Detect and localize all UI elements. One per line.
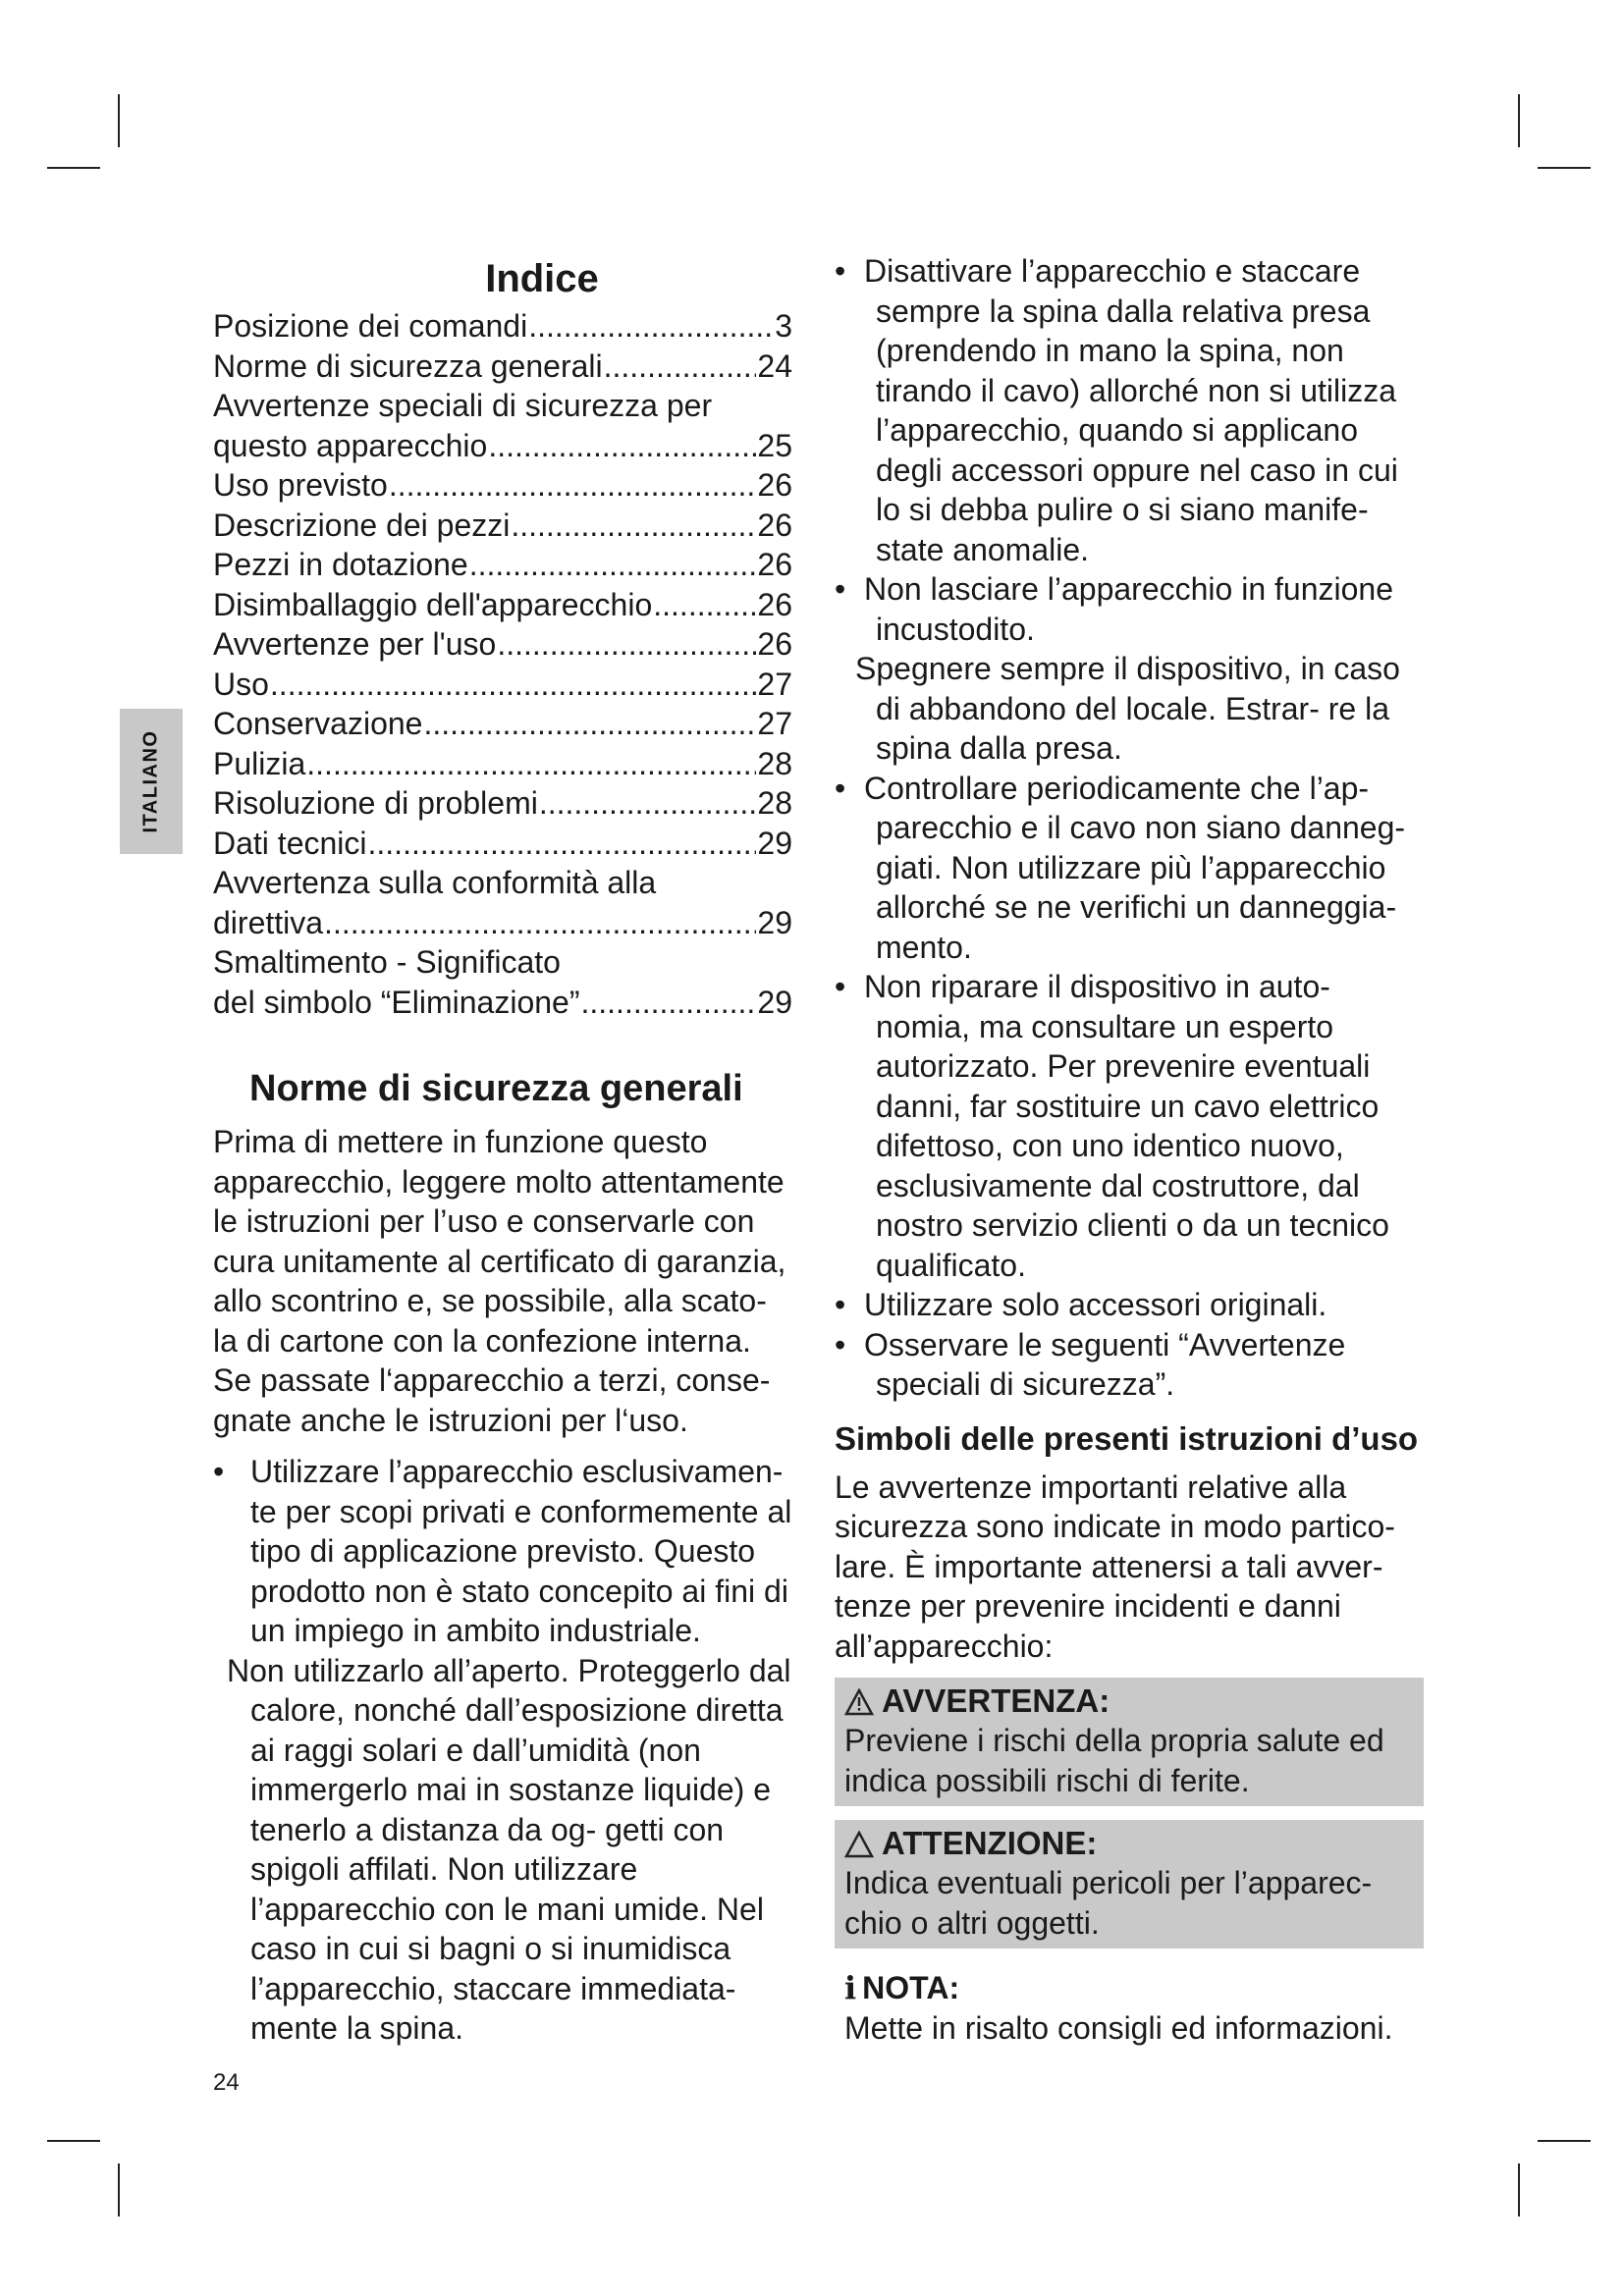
warning-box (835, 1678, 1424, 1806)
toc-leader-dots (539, 783, 757, 824)
safety-intro: Prima di mettere in funzione questo apparecchio, leggere molto attentamente le istruzioni per l’uso e conservarle con cura unitamente al certificato di garanzia, allo scontrino e, se possibile, alla scato- la di cartone con la confezione interna. Se passate l‘apparecchio a terzi, conse- gnate anche le istruzioni per l‘uso. (213, 1124, 786, 1438)
bullet-icon: • (835, 253, 846, 289)
bullet-text: Utilizzare solo accessori originali. (864, 1287, 1327, 1322)
toc-leader-dots (497, 624, 756, 665)
toc-item (213, 903, 792, 943)
toc-leader-dots (324, 903, 756, 943)
toc-item-title: direttiva (213, 904, 324, 940)
toc-item (213, 983, 792, 1023)
toc-leader-dots (306, 744, 756, 784)
toc-item-page: 26 (757, 626, 792, 662)
language-tab (120, 709, 183, 854)
right-column (835, 251, 1424, 2048)
toc-item (213, 665, 792, 705)
toc-leader-dots (511, 506, 756, 546)
toc-leader-dots (423, 704, 756, 744)
symbols-intro: Le avvertenze importanti relative alla sicurezza sono indicate in modo partico- lare. È importante attenersi a tali avver- tenze per prevenire incidenti e danni all’apparecchio: (835, 1468, 1395, 1664)
table-of-contents (213, 306, 792, 1022)
note-title: NOTA: (862, 1970, 960, 2005)
toc-item-page: 28 (757, 745, 792, 781)
toc-item-page: 26 (757, 467, 792, 503)
toc-item-title: questo apparecchio (213, 427, 488, 463)
toc-item-page: 28 (757, 785, 792, 821)
warning-title: AVVERTENZA: (882, 1682, 1110, 1719)
toc-item-page: 27 (757, 666, 792, 702)
toc-leader-dots (389, 465, 757, 506)
toc-item-title: del simbolo “Eliminazione” (213, 984, 580, 1020)
toc-item (213, 824, 792, 864)
toc-item-page: 26 (757, 507, 792, 543)
list-item (835, 1325, 1424, 1405)
toc-item-page: 24 (757, 347, 792, 384)
toc-leader-dots (368, 824, 757, 864)
section-title: Norme di sicurezza generali (249, 1068, 743, 1109)
toc-item-title: Uso (213, 666, 269, 702)
toc-item-page: 27 (757, 706, 792, 741)
toc-leader-dots (580, 983, 756, 1023)
toc-item-line: Avvertenza sulla conformità alla (213, 865, 657, 900)
toc-item-page: 29 (757, 904, 792, 940)
toc-item (213, 704, 792, 744)
toc-title: Indice (485, 257, 599, 300)
toc-item-title: Risoluzione di problemi (213, 785, 538, 821)
toc-item-page: 26 (757, 586, 792, 622)
toc-item (213, 545, 792, 585)
toc-item-page: 3 (775, 308, 792, 344)
note-text: Mette in risalto consigli ed informazioni. (844, 2009, 1393, 2046)
toc-item-title: Descrizione dei pezzi (213, 507, 511, 543)
toc-leader-dots (488, 426, 756, 466)
list-item (835, 569, 1424, 649)
toc-item-page: 29 (757, 825, 792, 861)
toc-item-title: Dati tecnici (213, 825, 367, 861)
toc-leader-dots (528, 306, 774, 347)
toc-item (213, 585, 792, 625)
list-item (835, 251, 1424, 569)
warning-text: Previene i rischi della propria salute ed indica possibili rischi di ferite. (844, 1723, 1384, 1798)
toc-leader-dots (653, 585, 756, 625)
bullet-text: Disattivare l’apparecchio e staccare sempre la spina dalla relativa presa (prendendo in mano la spina, non tirando il cavo) allorché non si utilizza l’apparecchio, quando si applicano degli accessori oppure nel caso in cui lo si debba pulire o si siano manife- state anomalie. (864, 253, 1398, 567)
list-item-continuation: Spegnere sempre il dispositivo, in caso di abbandono del locale. Estrar- re la spina dalla presa. (855, 651, 1400, 766)
bullet-text: Osservare le seguenti “Avvertenze speciali di sicurezza”. (864, 1326, 1346, 1402)
list-item (835, 967, 1424, 1285)
toc-item-page: 26 (757, 547, 792, 582)
bullet-icon: • (835, 770, 846, 806)
toc-item (213, 426, 792, 466)
list-item (835, 1285, 1424, 1325)
toc-leader-dots (604, 347, 757, 387)
warning-triangle-icon (844, 1688, 874, 1716)
crop-mark (47, 2140, 100, 2142)
list-item-continuation: Non utilizzarlo all’aperto. Proteggerlo dal calore, nonché dall’esposizione diretta ai raggi solari e dall’umidità (non immergerlo mai in sostanze liquide) e tenerlo a distanza da og- getti con spigoli affilati. Non utilizzare l’apparecchio con le mani umide. Nel caso in cui si bagni o si inumidisca l’apparecchio, staccare immediata- mente la spina. (227, 1652, 791, 2046)
toc-item (213, 783, 792, 824)
toc-item (213, 744, 792, 784)
toc-item-page: 29 (757, 984, 792, 1020)
toc-item (213, 347, 792, 387)
toc-leader-dots (469, 545, 757, 585)
bullet-text: Controllare periodicamente che l’ap- parecchio e il cavo non siano danneg- giati. Non utilizzare più l’apparecchio allorché se ne verifichi un danneggia- mento. (864, 770, 1406, 965)
toc-item (213, 465, 792, 506)
note-heading (835, 1968, 1424, 2008)
crop-mark (1518, 94, 1520, 147)
toc-item-title: Posizione dei comandi (213, 308, 528, 344)
caution-triangle-icon (844, 1831, 874, 1858)
bullet-icon: • (835, 1326, 846, 1362)
bullet-text: Non lasciare l’apparecchio in funzione incustodito. (864, 571, 1393, 647)
toc-item-title: Norme di sicurezza generali (213, 347, 603, 384)
list-item (213, 1452, 792, 1651)
bullet-icon: • (213, 1454, 225, 1489)
crop-mark (118, 94, 120, 147)
left-column (213, 251, 792, 2049)
toc-item (213, 306, 792, 347)
bullet-icon: • (835, 1287, 846, 1322)
bullet-icon: • (835, 571, 846, 607)
caution-box (835, 1820, 1424, 1949)
crop-mark (1538, 2140, 1591, 2142)
caution-text: Indica eventuali pericoli per l’apparec- chio o altri oggetti. (844, 1865, 1373, 1941)
bullet-text: Non riparare il dispositivo in auto- nomia, ma consultare un esperto autorizzato. Per prevenire eventuali danni, far sostituire un cavo elettrico difettoso, con uno identico nuovo, esclusivamente dal costruttore, dal nostro servizio clienti o da un tecnico qualificato. (864, 969, 1389, 1283)
page-number: 24 (213, 2069, 240, 2096)
toc-item-title: Pulizia (213, 745, 306, 781)
crop-mark (1538, 167, 1591, 169)
symbols-title: Simboli delle presenti istruzioni d’uso (835, 1419, 1419, 1457)
toc-leader-dots (270, 665, 757, 705)
toc-item-title: Pezzi in dotazione (213, 547, 468, 582)
crop-mark (47, 167, 100, 169)
toc-item-line: Smaltimento - Significato (213, 944, 561, 980)
caution-title: ATTENZIONE: (882, 1825, 1098, 1861)
toc-item-title: Disimballaggio dell'apparecchio (213, 586, 653, 622)
toc-item-page: 25 (757, 427, 792, 463)
toc-item (213, 624, 792, 665)
toc-item-line: Avvertenze speciali di sicurezza per (213, 388, 713, 423)
list-item (835, 769, 1424, 968)
info-icon: i (844, 1969, 857, 2006)
crop-mark (118, 2163, 120, 2216)
toc-item (213, 506, 792, 546)
language-tab-label: ITALIANO (139, 729, 162, 833)
toc-item-title: Uso previsto (213, 467, 388, 503)
toc-item-title: Avvertenze per l'uso (213, 626, 497, 662)
bullet-text: Utilizzare l’apparecchio esclusivamen- te per scopi privati e conformemente al tipo di applicazione previsto. Questo prodotto non è stato concepito ai fini di un impiego in ambito industriale. (250, 1454, 792, 1648)
crop-mark (1518, 2163, 1520, 2216)
toc-item-title: Conservazione (213, 706, 423, 741)
bullet-icon: • (835, 969, 846, 1004)
